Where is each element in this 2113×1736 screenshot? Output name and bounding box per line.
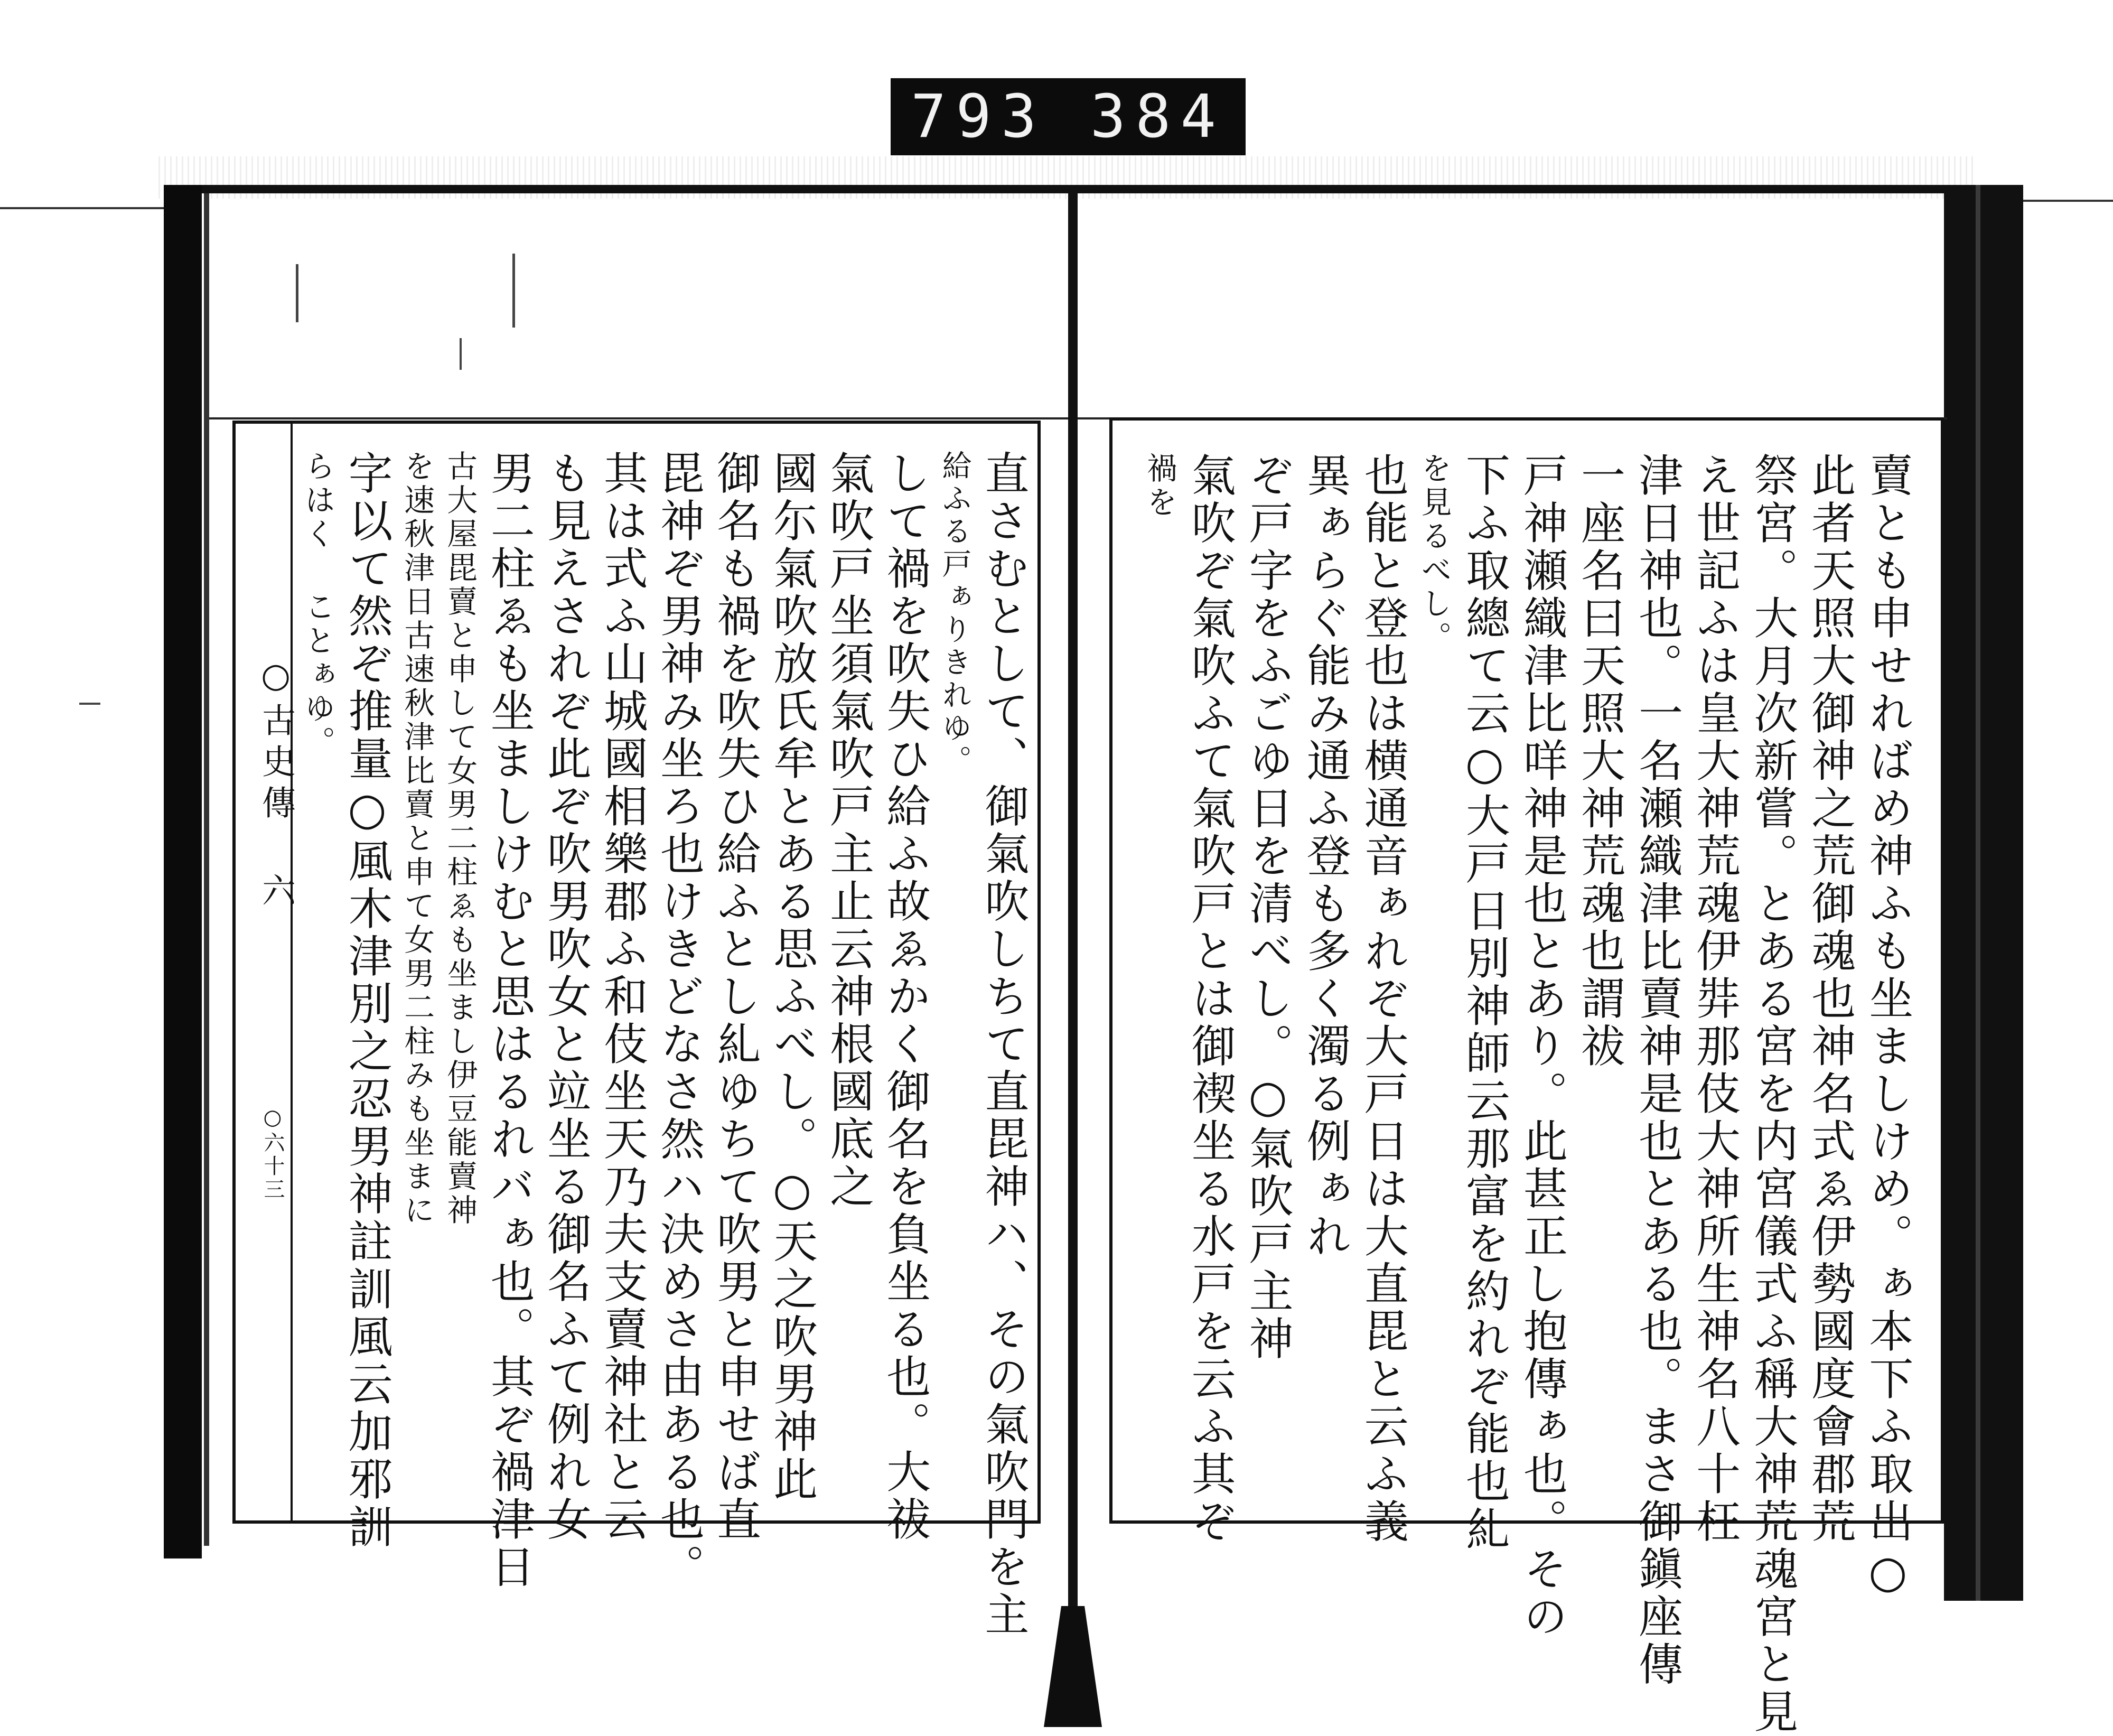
scan-speck [460,338,462,370]
text-column: も見えされぞ此ぞ吹男吹女と竝坐る御名ふて例れ女 [540,450,592,1544]
book-left-edge [164,185,202,1558]
text-column: 賣とも申せればめ神ふも坐ましけめ。ぁ本下ふ取出○ [1862,452,1914,1601]
text-column: らはく ことぁゆ。 [300,450,335,760]
text-column: 男二柱ゑも坐ましけむと思はるれバぁ也。其ぞ禍津日 [483,450,536,1591]
running-title: ○古史傳 六 [256,656,295,914]
left-page-margin-rule [291,424,293,1520]
text-column: 也能と登也は横通音ぁれぞ大戸日は大直毘と云ふ義 [1357,452,1409,1546]
film-frame-label [891,78,1246,155]
text-column: を見るべし。 [1416,452,1452,655]
right-page [1109,417,1944,1736]
text-column: 下ふ取總て云○大戸日別神師云那富を約れぞ能也糺 [1458,452,1511,1553]
text-column: 給ふる戸ぁりきれゆ。 [937,450,972,778]
text-column: 國尓氣吹放氏牟とある思ふべし。○天之吹男神此 [766,450,818,1504]
right-page-text-block [1142,452,1914,1736]
top-rule-left [0,207,169,209]
top-rule-right [2023,200,2113,202]
scan-speck [296,264,298,322]
text-column: ぞ戸字をふごゆ日を清べし。○氣吹戸主神 [1242,452,1294,1363]
text-column: 直さむとして、御氣吹しちて直毘神ハ、その氣吹門を主 [977,450,1030,1639]
film-number-right: 384 [1090,82,1226,151]
scan-speck [79,703,100,705]
text-column: 古大屋毘賣と申して女男二柱ゑも坐まし伊豆能賣神 [442,450,478,1228]
text-column: して禍を吹失ひ給ふ故ゑかく御名を負坐る也。大祓 [879,450,931,1544]
text-column: 字以て然ぞ推量○風木津別之忍男神註訓風云加邪訓 [341,450,394,1551]
text-column: 祭宮。大月次新嘗。とある宮を内宮儀式ふ稱大神荒魂宮と見 [1746,452,1799,1736]
text-column: 禍を [1142,452,1177,520]
text-column: 毘神ぞ男神み坐ろ也けきどなさ然ハ決めさ由ある也。 [653,450,705,1591]
text-column: を速秋津日古速秋津比賣と申て女男二柱みも坐まに [399,450,435,1228]
text-column: え世記ふは皇大神荒魂伊弉那伎大神所生神名八十枉 [1689,452,1741,1546]
text-column: 氣吹ぞ氣吹ふて氣吹戸とは御禊坐る水戸を云ふ其ぞ [1184,452,1237,1546]
left-page [232,421,1041,1639]
film-number-left: 793 [911,82,1046,151]
left-page-text-block [300,450,1030,1639]
book-left-edge-inner [204,193,209,1546]
book-spine-foot [1044,1606,1102,1727]
page-folio: ○六十三 [260,1105,285,1201]
text-column: 御名も禍を吹失ひ給ふとし糺ゆちて吹男と申せば直 [709,450,762,1544]
text-column: 戸神瀬織津比咩神是也とあり。此甚正し抱傳ぁ也。その [1516,452,1568,1641]
text-column: 此者天照大御神之荒御魂也神名式ゑ伊勢國度會郡荒 [1804,452,1856,1546]
text-column: 異ぁらぐ能み通ふ登も多く濁る例ぁれ [1299,452,1352,1261]
book-right-edge [1944,185,2023,1601]
text-column: 津日神也。一名瀬織津比賣神是也とある也。まさ御鎭座傳 [1631,452,1684,1688]
scan-speck [512,254,515,328]
text-column: 氣吹戸坐須氣吹戸主止云神根國底之 [822,450,875,1211]
text-column: 一座名曰天照大神荒魂也謂祓 [1574,452,1626,1070]
text-column: 其は式ふ山城國相樂郡ふ和伎坐天乃夫支賣神社と云 [596,450,649,1544]
book-spine [1068,188,1078,1614]
